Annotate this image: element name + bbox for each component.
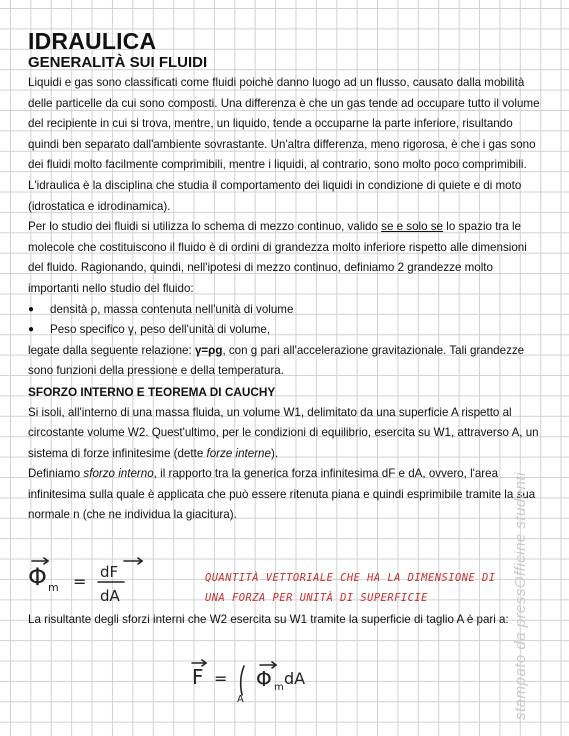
handwritten-formula-resultant [190,658,350,713]
underlined-text: se e solo se [381,220,444,234]
phi-symbol: Φ [28,563,47,591]
document-page [28,28,543,526]
numerator: dF [100,563,119,581]
text-fragment: , con g pari all'accelerazione gravitazionale. Tali grandezze sono funzioni della pressione e della temperatura. [28,343,525,378]
list-item [28,300,543,321]
handwritten-note [205,568,496,608]
list-item [28,320,543,341]
text-fragment: , il rapporto tra la generica forza infinitesima dF e dA, ovvero, l'area infinitesima sulla quale è applicata che può essere ritenuta piana e quindi esprimibile tramite la sua normale n (che ne individua la giacitura). [28,467,536,522]
text-fragment: lo spazio tra le molecole che costituiscono il fluido è di ordini di grandezza molto inferiore rispetto alle dimensioni del fluido. Ragionando, quindi, nell'ipotesi di mezzo continuo, definiamo 2 grandezze molto importanti nello studio del fluido: [28,220,527,295]
formula-resultant-svg [190,658,350,708]
page-title: IDRAULICA [28,28,157,54]
differential-area: dA [284,669,306,688]
paragraph-mezzo-continuo [28,217,543,299]
inline-formula: γ=ρg [194,343,223,357]
list-item-text: densità ρ, massa contenuta nell'unità di volume [50,302,294,316]
equals-sign: = [214,669,228,688]
bullet-icon: ● [28,324,35,336]
text-fragment: legate dalla seguente relazione: [28,343,195,357]
list-item-text: Peso specifico γ, peso dell'unità di volume, [50,323,271,337]
formula-phi-svg [28,555,198,605]
paragraph-risultante: La risultante degli sforzi interni che W2 esercita su W1 tramite la superficie di taglio A è pari a: [28,613,509,626]
phi-symbol: Φ [256,667,272,691]
handwritten-formula-phi [28,555,198,605]
paragraph-fluidi: Liquidi e gas sono classificati come fluidi poichè danno luogo ad un flusso, causato dalla mobilità delle particelle da cui sono composti. Una differenza è che un gas tende ad occupare tutto il volume del recipiente in cui si trova, mentre, un liquido, tende a occuparne la parte inferiore, risultando quindi ben separato dall'ambiente sovrastante. Un'altra differenza, meno rigorosa, è che i gas sono dei fluidi molto facilmente comprimibili, mentre i liquidi, al contrario, sono molto poco comprimibili. [28,76,540,172]
phi-subscript: m [48,581,59,594]
denominator: dA [100,587,120,605]
equals-sign: = [73,572,87,591]
paragraph-volume [28,403,543,465]
italic-term: forze interne [206,446,271,460]
note-line: UNA FORZA PER UNITÀ DI SUPERFICIE [205,592,428,604]
section-heading-generalita: GENERALITÀ SUI FLUIDI [28,54,208,71]
text-fragment: ). [270,446,279,460]
section-heading-cauchy: SFORZO INTERNO E TEOREMA DI CAUCHY [28,384,276,399]
text-fragment: Definiamo [28,467,84,481]
text-fragment: Si isoli, all'interno di una massa fluida, un volume W1, delimitato da una superficie A rispetto al circostante volume W2. Quest'ultimo, per le condizioni di equilibrio, esercita su W1, attraverso A, un sistema di forze infinitesime (dette [28,405,539,460]
integral-subscript: A [237,694,244,705]
bullet-icon: ● [28,303,35,315]
paragraph-relazione [28,341,543,382]
integral-sign [241,666,244,695]
paragraph-idraulica: L'idraulica è la disciplina che studia il comportamento dei liquidi in condizione di quiete e di moto (idrostatica e idrodinamica). [28,178,522,213]
italic-term: sforzo interno [83,467,154,481]
watermark: stampato da pressOfficine studenti [512,472,529,720]
paragraph-sforzo-interno [28,464,543,526]
text-fragment: Per lo studio dei fluidi si utilizza lo schema di mezzo continuo, valido [28,220,382,234]
phi-subscript: m [274,682,284,693]
force-symbol: F [192,665,204,689]
note-line: QUANTITÀ VETTORIALE CHE HA LA DIMENSIONE DI [205,572,496,584]
